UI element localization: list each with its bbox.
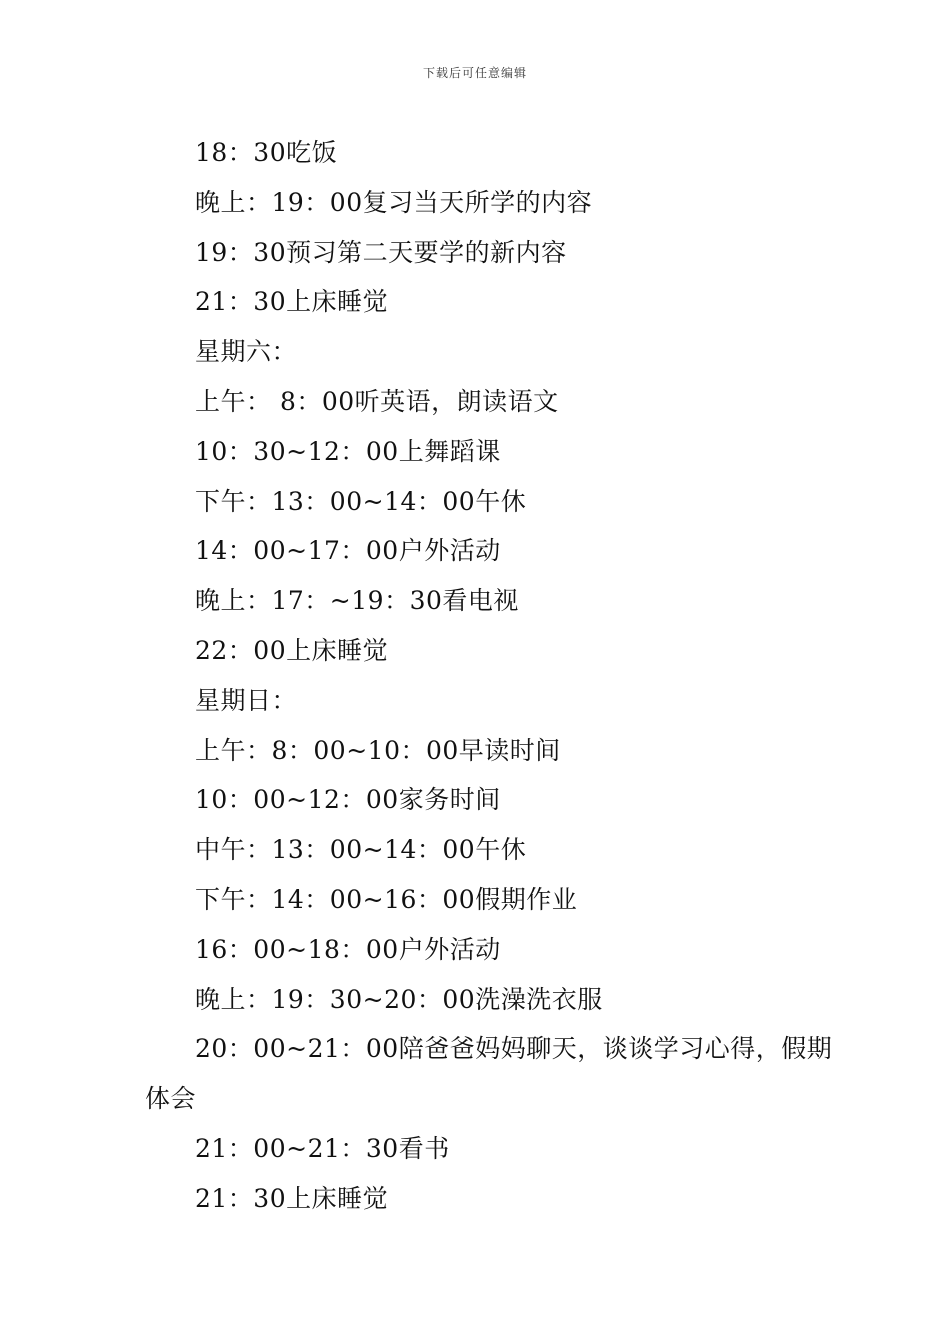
schedule-line: 20：00~21：00陪爸爸妈妈聊天，谈谈学习心得，假期	[195, 1034, 833, 1064]
schedule-line: 10：30~12：00上舞蹈课	[195, 436, 501, 466]
schedule-line: 下午：13：00~14：00午休	[195, 486, 527, 516]
schedule-line: 21：30上床睡觉	[195, 1183, 389, 1213]
schedule-line: 16：00~18：00户外活动	[195, 934, 501, 964]
schedule-line: 中午：13：00~14：00午休	[195, 835, 527, 865]
schedule-line: 晚上：17：~19：30看电视	[195, 586, 519, 616]
schedule-line: 下午：14：00~16：00假期作业	[195, 884, 578, 914]
schedule-line: 晚上：19：00复习当天所学的内容	[195, 187, 593, 217]
schedule-line: 14：00~17：00户外活动	[195, 536, 501, 566]
schedule-body	[145, 128, 833, 1224]
page-header: 下载后可任意编辑	[422, 66, 527, 80]
section-heading-saturday: 星期六：	[195, 337, 298, 367]
schedule-line: 19：30预习第二天要学的新内容	[195, 237, 567, 267]
schedule-line: 21：00~21：30看书	[195, 1133, 450, 1163]
schedule-line: 21：30上床睡觉	[195, 287, 389, 317]
schedule-line-continuation: 体会	[145, 1084, 197, 1114]
schedule-line: 18：30吃饭	[195, 138, 338, 167]
schedule-line: 上午：8：00~10：00早读时间	[195, 735, 561, 765]
schedule-line: 22：00上床睡觉	[195, 635, 389, 665]
schedule-line: 晚上：19：30~20：00洗澡洗衣服	[195, 984, 603, 1014]
section-heading-sunday: 星期日：	[195, 685, 298, 715]
schedule-line: 10：00~12：00家务时间	[195, 785, 501, 815]
schedule-line: 上午： 8：00听英语，朗读语文	[195, 386, 559, 416]
